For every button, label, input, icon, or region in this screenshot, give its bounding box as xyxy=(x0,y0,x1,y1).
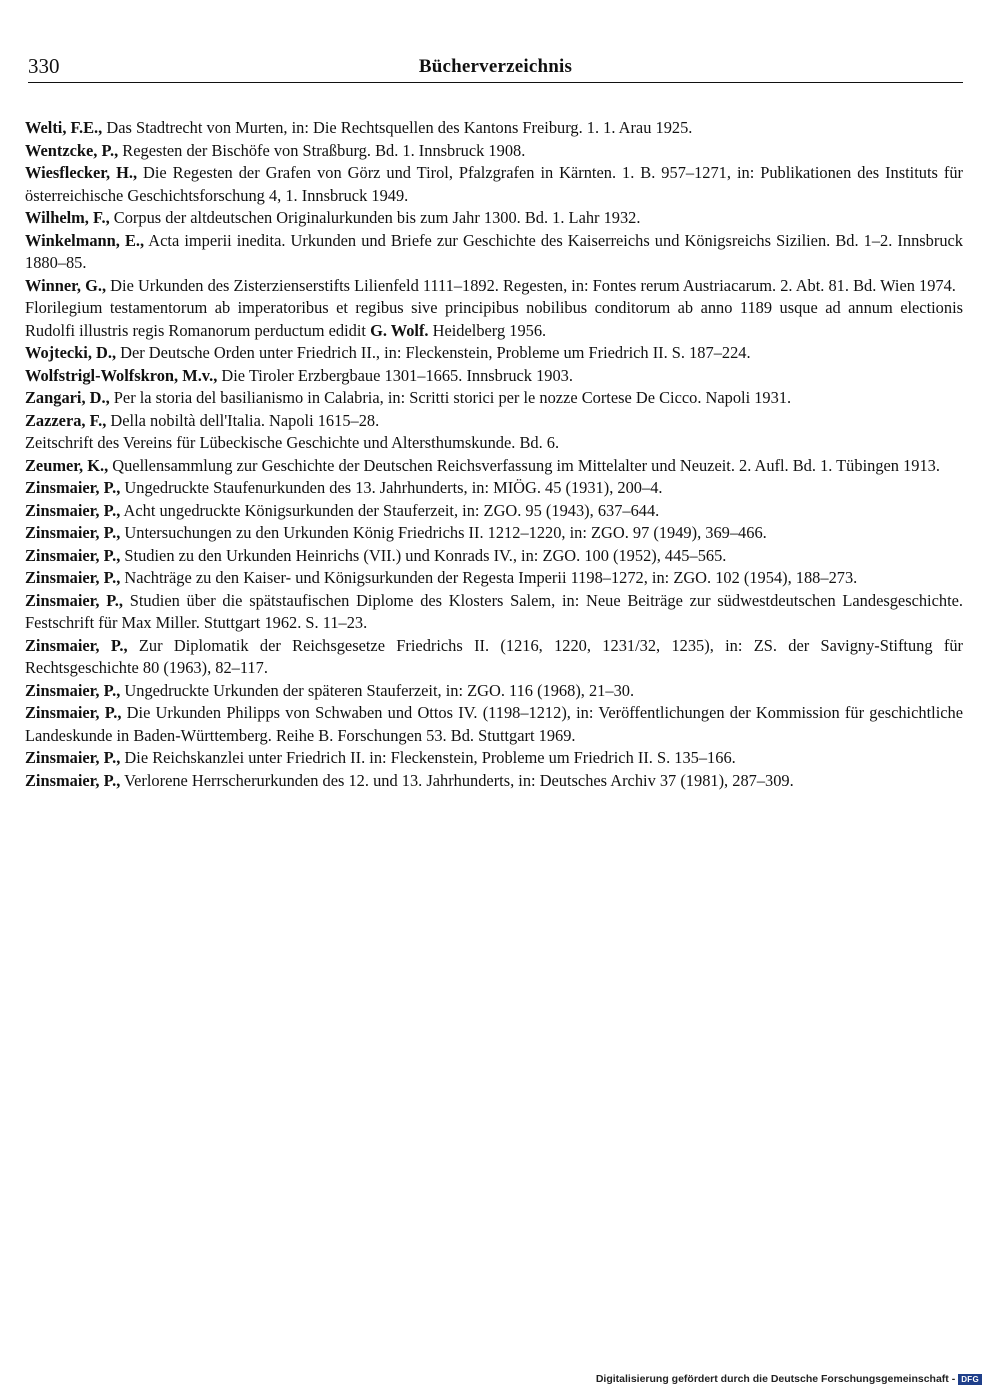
entry-author: Zazzera, F., xyxy=(25,410,107,430)
bibliography-entry xyxy=(25,297,963,342)
entry-text: Acta imperii inedita. Urkunden und Briefe zur Geschichte des Kaiserreichs und Königsreichs Sizilien. Bd. 1–2. Innsbruck 1880–85. xyxy=(25,230,963,272)
entry-author: Wiesflecker, H., xyxy=(25,163,138,182)
entry-author: Zinsmaier, P., xyxy=(25,635,128,655)
entry-text: Per la storia del basilianismo in Calabria, in: Scritti storici per le nozze Cortese De Cicco. Napoli 1931. xyxy=(109,388,792,407)
entry-author: Zinsmaier, P., xyxy=(25,478,121,497)
bibliography-entry xyxy=(25,567,963,590)
entry-author: Wilhelm, F., xyxy=(25,208,110,227)
entry-prefix: Zeitschrift des Vereins für Lübeckische Geschichte und Altersthumskunde. Bd. 6. xyxy=(25,433,560,452)
bibliography-entry xyxy=(25,545,963,568)
entry-text: Das Stadtrecht von Murten, in: Die Rechtsquellen des Kantons Freiburg. 1. 1. Arau 1925. xyxy=(102,118,693,137)
entry-prefix: Florilegium testamentorum ab imperatoribus et regibus sive principibus nobilibus conditorum ab anno 1189 usque ad annum electionis Rudolfi illustris regis Romanorum perductum edidit xyxy=(25,298,963,340)
entry-text: Acht ungedruckte Königsurkunden der Stauferzeit, in: ZGO. 95 (1943), 637–644. xyxy=(120,500,660,520)
footer-credit xyxy=(596,1373,982,1385)
entry-author: Winner, G., xyxy=(25,275,107,295)
entry-author: Welti, F.E., xyxy=(25,118,103,137)
bibliography-entry xyxy=(25,680,963,703)
entry-text: Studien zu den Urkunden Heinrichs (VII.) und Konrads IV., in: ZGO. 100 (1952), 445–565. xyxy=(120,545,727,565)
entry-text: Verlorene Herrscherurkunden des 12. und 13. Jahrhunderts, in: Deutsches Archiv 37 (1981), 287–309. xyxy=(120,770,794,790)
entry-author: Zinsmaier, P., xyxy=(25,770,121,790)
entry-author: Wentzcke, P., xyxy=(25,140,119,160)
entry-text: Ungedruckte Staufenurkunden des 13. Jahrhunderts, in: MIÖG. 45 (1931), 200–4. xyxy=(120,478,663,497)
entry-author: Zinsmaier, P., xyxy=(25,568,121,587)
entry-text: Corpus der altdeutschen Originalurkunden bis zum Jahr 1300. Bd. 1. Lahr 1932. xyxy=(109,208,641,227)
bibliography-entry xyxy=(25,500,963,523)
entry-author: Zeumer, K., xyxy=(25,455,109,475)
entry-author: Zinsmaier, P., xyxy=(25,523,121,542)
bibliography-entry xyxy=(25,365,963,388)
bibliography-entry xyxy=(25,702,963,747)
entry-text: Zur Diplomatik der Reichsgesetze Friedrichs II. (1216, 1220, 1231/32, 1235), in: ZS. der Savigny-Stiftung für Rechtsgeschichte 80 (1963), 82–117. xyxy=(25,635,964,677)
bibliography-list xyxy=(25,117,963,792)
entry-text: Quellensammlung zur Geschichte der Deutschen Reichsverfassung im Mittelalter und Neuzeit. 2. Aufl. Bd. 1. Tübingen 1913. xyxy=(108,455,940,475)
bibliography-entry xyxy=(25,455,963,478)
bibliography-entry xyxy=(25,590,963,635)
entry-text: Studien über die spätstaufischen Diplome des Klosters Salem, in: Neue Beiträge zur südwestdeutschen Landesgeschichte. Festschrift für Max Miller. Stuttgart 1962. S. 11–23. xyxy=(25,590,963,632)
entry-text: Heidelberg 1956. xyxy=(428,320,547,340)
entry-author: Zinsmaier, P., xyxy=(25,545,121,565)
bibliography-entry xyxy=(25,342,963,365)
page-header xyxy=(28,52,963,83)
bibliography-entry xyxy=(25,477,963,500)
bibliography-entry xyxy=(25,747,963,770)
bibliography-entry xyxy=(25,410,963,433)
entry-text: Della nobiltà dell'Italia. Napoli 1615–28. xyxy=(106,410,380,430)
bibliography-entry xyxy=(25,387,963,410)
entry-author: Zinsmaier, P., xyxy=(25,590,123,610)
entry-text: Die Urkunden Philipps von Schwaben und Ottos IV. (1198–1212), in: Veröffentlichungen der Kommission für geschichtliche Landeskunde in Baden-Württemberg. Reihe B. Forschungen 53. Bd. Stuttgart 1969. xyxy=(25,703,963,745)
page-number: 330 xyxy=(28,54,60,78)
bibliography-entry xyxy=(25,230,963,275)
entry-text: Die Reichskanzlei unter Friedrich II. in: Fleckenstein, Probleme um Friedrich II. S. 135–166. xyxy=(120,748,736,767)
entry-text: Ungedruckte Urkunden der späteren Stauferzeit, in: ZGO. 116 (1968), 21–30. xyxy=(120,680,635,700)
entry-text: Nachträge zu den Kaiser- und Königsurkunden der Regesta Imperii 1198–1272, in: ZGO. 102 (1954), 188–273. xyxy=(120,568,858,587)
entry-author: Zinsmaier, P., xyxy=(25,748,121,767)
entry-author: Zinsmaier, P., xyxy=(25,500,121,520)
bibliography-entry xyxy=(25,275,963,298)
entry-author: Zinsmaier, P., xyxy=(25,680,121,700)
bibliography-entry xyxy=(25,432,963,455)
bibliography-entry xyxy=(25,207,963,230)
entry-text: Die Urkunden des Zisterzienserstifts Lilienfeld 1111–1892. Regesten, in: Fontes rerum Austriacarum. 2. Abt. 81. Bd. Wien 1974. xyxy=(106,275,956,295)
bibliography-entry xyxy=(25,770,963,793)
entry-author: Winkelmann, E., xyxy=(25,230,145,250)
entry-text: Regesten der Bischöfe von Straßburg. Bd. 1. Innsbruck 1908. xyxy=(118,140,526,160)
entry-text: Der Deutsche Orden unter Friedrich II., in: Fleckenstein, Probleme um Friedrich II. S. 187–224. xyxy=(116,343,751,362)
entry-author: G. Wolf. xyxy=(370,320,429,340)
footer-text: Digitalisierung gefördert durch die Deutsche Forschungsgemeinschaft - xyxy=(595,1373,956,1385)
bibliography-entry xyxy=(25,162,963,207)
entry-author: Wolfstrigl-Wolfskron, M.v., xyxy=(25,365,218,385)
bibliography-entry xyxy=(25,522,963,545)
bibliography-entry xyxy=(25,117,963,140)
bibliography-entry xyxy=(25,140,963,163)
entry-text: Die Tiroler Erzbergbaue 1301–1665. Innsbruck 1903. xyxy=(217,365,573,385)
dfg-logo: DFG xyxy=(958,1374,982,1385)
entry-text: Untersuchungen zu den Urkunden König Friedrichs II. 1212–1220, in: ZGO. 97 (1949), 369–466. xyxy=(120,523,767,542)
entry-author: Wojtecki, D., xyxy=(25,343,117,362)
running-title: Bücherverzeichnis xyxy=(418,56,573,77)
entry-author: Zangari, D., xyxy=(25,388,110,407)
entry-author: Zinsmaier, P., xyxy=(25,703,122,722)
bibliography-entry xyxy=(25,635,963,680)
entry-text: Die Regesten der Grafen von Görz und Tirol, Pfalzgrafen in Kärnten. 1. B. 957–1271, in: Publikationen des Instituts für österreichische Geschichtsforschung 4, 1. Innsbruck 1949. xyxy=(25,163,963,205)
